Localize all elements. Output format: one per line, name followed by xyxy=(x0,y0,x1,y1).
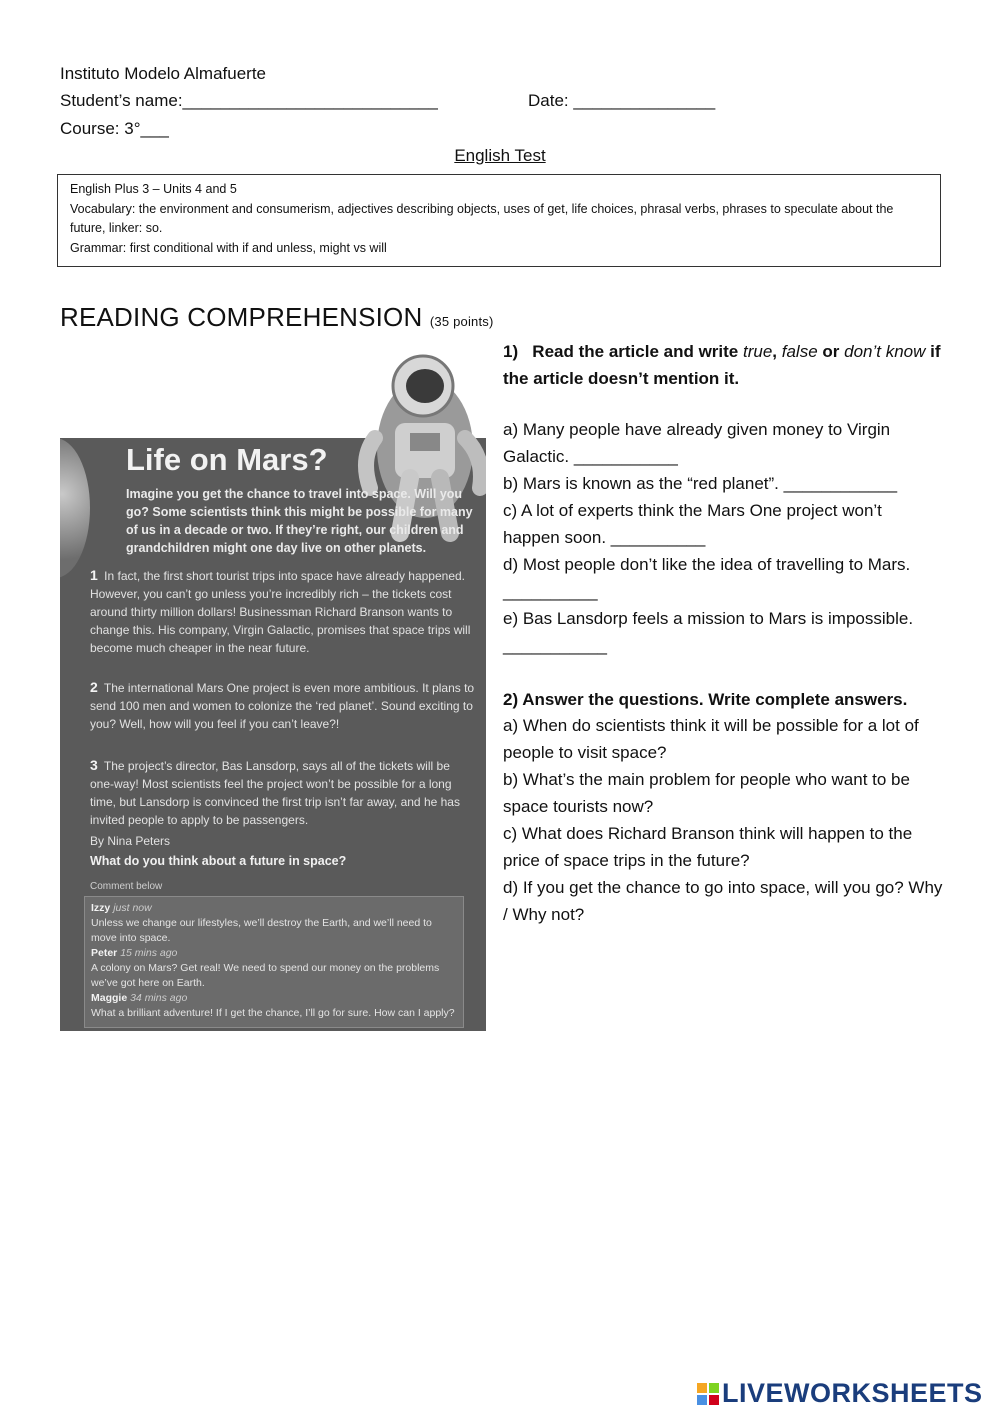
exercise-2-item-c: c) What does Richard Branson think will happen to the price of space trips in the future? xyxy=(503,824,913,870)
comment-item xyxy=(91,991,457,1021)
section-points: (35 points) xyxy=(429,314,494,329)
paragraph-number: 3 xyxy=(90,757,98,773)
student-name-line xyxy=(60,91,438,111)
comment-text: A colony on Mars? Get real! We need to spend our money on the problems we’ve got here on Earth. xyxy=(91,962,440,989)
exercise-1 xyxy=(503,338,943,659)
school-name: Instituto Modelo Almafuerte xyxy=(60,64,267,83)
exercise-2 xyxy=(503,687,943,928)
comment-item xyxy=(91,946,457,991)
syllabus-vocabulary: Vocabulary: the environment and consumerism, adjectives describing objects, uses of get, life choices, phrasal verbs, phrases to speculate about the future, linker: so. xyxy=(70,201,894,235)
comment-text: Unless we change our lifestyles, we’ll destroy the Earth, and we’ll need to move into space. xyxy=(91,917,432,944)
comment-time: 34 mins ago xyxy=(130,992,188,1004)
exercise-1-item-d[interactable]: d) Most people don’t like the idea of travelling to Mars. __________ xyxy=(503,555,911,601)
comment-time: 15 mins ago xyxy=(120,947,178,959)
date-blank[interactable]: _______________ xyxy=(573,91,716,110)
comment-time: just now xyxy=(113,902,152,914)
comment-item xyxy=(91,901,457,946)
liveworksheets-mark-icon xyxy=(697,1383,719,1405)
exercise-1-number: 1) xyxy=(503,342,519,361)
student-name-blank[interactable]: ___________________________ xyxy=(182,91,438,110)
comments-box xyxy=(84,896,464,1028)
article-title: Life on Mars? xyxy=(126,442,328,477)
syllabus-grammar: Grammar: first conditional with if and unless, might vs will xyxy=(70,240,387,255)
test-title: English Test xyxy=(454,146,546,165)
syllabus-box xyxy=(57,174,941,267)
article-intro: Imagine you get the chance to travel into space. Will you go? Some scientists think this might be possible for many of us in a decade or two. If they’re right, our children and grandchildren might one day live on other planets. xyxy=(126,487,473,555)
article-question: What do you think about a future in space? xyxy=(90,854,347,868)
word-dont-know: don’t know xyxy=(844,342,926,361)
comment-label: Comment below xyxy=(90,881,163,892)
comment-author: Maggie xyxy=(91,992,128,1004)
article-paragraph-1 xyxy=(90,566,475,657)
paragraph-text: In fact, the first short tourist trips into space have already happened. However, you can’t go unless you’re incredibly rich – the tickets cost around thirty million dollars! Businessman Richard Branson wants to change this. His company, Virgin Galactic, promises that space trips will become much cheaper in the near future. xyxy=(90,569,471,655)
exercise-1-item-b[interactable]: b) Mars is known as the “red planet”. ____________ xyxy=(503,474,898,493)
paragraph-text: The project’s director, Bas Lansdorp, says all of the tickets will be one-way! Most scientists feel the project won’t be possible for a long time, but Lansdorp is convinced the first trip isn’t far away, and he has invited people to apply to be passengers. xyxy=(90,759,460,827)
comment-text: What a brilliant adventure! If I get the chance, I’ll go for sure. How can I apply? xyxy=(91,1007,455,1019)
exercise-1-item-c[interactable]: c) A lot of experts think the Mars One project won’t happen soon. __________ xyxy=(503,501,882,547)
comma: , xyxy=(772,342,778,361)
exercise-2-item-a: a) When do scientists think it will be possible for a lot of people to visit space? xyxy=(503,716,919,762)
date-line xyxy=(528,91,715,111)
article-paragraph-2 xyxy=(90,678,475,733)
exercise-1-item-e[interactable]: e) Bas Lansdorp feels a mission to Mars is impossible. ___________ xyxy=(503,609,914,655)
paragraph-number: 2 xyxy=(90,679,98,695)
exercise-1-instr-b: if the article doesn’t mention it. xyxy=(503,342,941,388)
liveworksheets-text: LIVEWORKSHEETS xyxy=(722,1378,983,1408)
word-true: true xyxy=(742,342,773,361)
comment-author: Izzy xyxy=(91,902,111,914)
paragraph-number: 1 xyxy=(90,567,98,583)
paragraph-text: The international Mars One project is even more ambitious. It plans to send 100 men and women to colonize the ‘red planet’. Sound exciting to you? Well, how will you feel if you can’t leave?! xyxy=(90,681,475,731)
exercise-2-item-b: b) What’s the main problem for people who want to be space tourists now? xyxy=(503,770,910,816)
exercise-1-instructions xyxy=(503,338,943,392)
course-label: Course: 3° xyxy=(60,119,141,138)
article-byline: By Nina Peters xyxy=(90,834,171,848)
exercise-2-item-d: d) If you get the chance to go into space, will you go? Why / Why not? xyxy=(503,878,943,924)
article-image xyxy=(60,338,486,1031)
section-title xyxy=(60,302,494,333)
exercise-2-title: 2) Answer the questions. Write complete answers. xyxy=(503,690,908,709)
exercise-1-instr-a: Read the article and write xyxy=(532,342,739,361)
course-line xyxy=(60,119,169,139)
comment-author: Peter xyxy=(91,947,118,959)
word-or: or xyxy=(822,342,840,361)
student-name-label: Student’s name: xyxy=(60,91,183,110)
article-paragraph-3 xyxy=(90,756,475,829)
syllabus-units: English Plus 3 – Units 4 and 5 xyxy=(70,182,237,196)
liveworksheets-logo[interactable] xyxy=(697,1378,983,1409)
word-false: false xyxy=(781,342,818,361)
date-label: Date: xyxy=(528,91,569,110)
planet-illustration xyxy=(60,438,90,578)
course-blank[interactable]: ___ xyxy=(140,119,169,138)
exercise-1-item-a[interactable]: a) Many people have already given money to Virgin Galactic. ___________ xyxy=(503,420,891,466)
section-title-text: READING COMPREHENSION xyxy=(60,302,423,332)
